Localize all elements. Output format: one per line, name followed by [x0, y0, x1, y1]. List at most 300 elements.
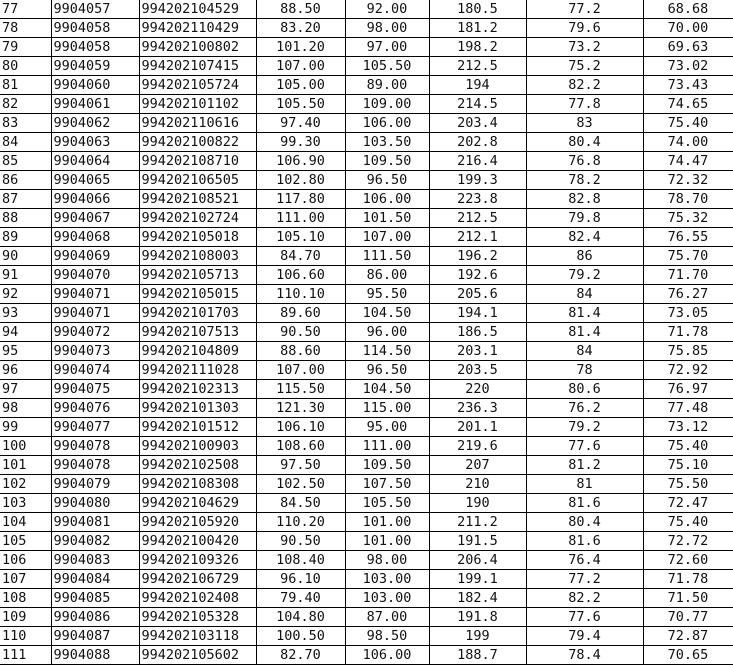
written-score-1-cell: 96.10: [256, 570, 345, 589]
position-code-cell: 9904070: [51, 266, 139, 285]
final-score-cell: 75.85: [643, 342, 733, 361]
final-score-cell: 71.78: [643, 570, 733, 589]
row-index-cell: 108: [0, 589, 51, 608]
interview-score-cell: 82.4: [526, 228, 643, 247]
table-row: [0, 570, 733, 589]
table-row: [0, 589, 733, 608]
position-code-cell: 9904068: [51, 228, 139, 247]
written-score-1-cell: 82.70: [256, 646, 345, 665]
written-score-2-cell: 111.00: [345, 437, 429, 456]
row-index-cell: 95: [0, 342, 51, 361]
written-total-cell: 212.1: [429, 228, 526, 247]
written-score-1-cell: 97.50: [256, 456, 345, 475]
written-score-1-cell: 84.50: [256, 494, 345, 513]
final-score-cell: 74.47: [643, 152, 733, 171]
row-index-cell: 92: [0, 285, 51, 304]
interview-score-cell: 80.4: [526, 513, 643, 532]
row-index-cell: 100: [0, 437, 51, 456]
row-index-cell: 102: [0, 475, 51, 494]
position-code-cell: 9904071: [51, 285, 139, 304]
final-score-cell: 73.02: [643, 57, 733, 76]
exam-number-cell: 994202101303: [139, 399, 256, 418]
exam-number-cell: 994202105328: [139, 608, 256, 627]
final-score-cell: 75.40: [643, 513, 733, 532]
table-row: [0, 361, 733, 380]
written-total-cell: 186.5: [429, 323, 526, 342]
position-code-cell: 9904083: [51, 551, 139, 570]
exam-number-cell: 994202107415: [139, 57, 256, 76]
written-score-2-cell: 86.00: [345, 266, 429, 285]
written-score-2-cell: 115.00: [345, 399, 429, 418]
interview-score-cell: 80.4: [526, 133, 643, 152]
position-code-cell: 9904064: [51, 152, 139, 171]
table-row: [0, 0, 733, 19]
table-row: [0, 152, 733, 171]
exam-number-cell: 994202104629: [139, 494, 256, 513]
position-code-cell: 9904072: [51, 323, 139, 342]
written-score-2-cell: 104.50: [345, 304, 429, 323]
written-total-cell: 182.4: [429, 589, 526, 608]
exam-number-cell: 994202103118: [139, 627, 256, 646]
written-score-1-cell: 110.20: [256, 513, 345, 532]
interview-score-cell: 78.2: [526, 171, 643, 190]
final-score-cell: 74.65: [643, 95, 733, 114]
written-total-cell: 191.5: [429, 532, 526, 551]
table-row: [0, 266, 733, 285]
table-row: [0, 342, 733, 361]
interview-score-cell: 76.4: [526, 551, 643, 570]
exam-number-cell: 994202105015: [139, 285, 256, 304]
interview-score-cell: 75.2: [526, 57, 643, 76]
final-score-cell: 73.43: [643, 76, 733, 95]
final-score-cell: 74.00: [643, 133, 733, 152]
exam-number-cell: 994202100903: [139, 437, 256, 456]
interview-score-cell: 82.2: [526, 76, 643, 95]
written-total-cell: 198.2: [429, 38, 526, 57]
written-score-1-cell: 110.10: [256, 285, 345, 304]
exam-number-cell: 994202108710: [139, 152, 256, 171]
final-score-cell: 70.00: [643, 19, 733, 38]
exam-number-cell: 994202102724: [139, 209, 256, 228]
written-score-2-cell: 109.50: [345, 152, 429, 171]
exam-number-cell: 994202108003: [139, 247, 256, 266]
table-row: [0, 513, 733, 532]
written-total-cell: 194.1: [429, 304, 526, 323]
row-index-cell: 99: [0, 418, 51, 437]
interview-score-cell: 86: [526, 247, 643, 266]
written-score-1-cell: 97.40: [256, 114, 345, 133]
final-score-cell: 71.50: [643, 589, 733, 608]
position-code-cell: 9904071: [51, 304, 139, 323]
position-code-cell: 9904067: [51, 209, 139, 228]
final-score-cell: 68.68: [643, 0, 733, 19]
written-score-1-cell: 99.30: [256, 133, 345, 152]
written-total-cell: 192.6: [429, 266, 526, 285]
written-score-1-cell: 107.00: [256, 361, 345, 380]
row-index-cell: 110: [0, 627, 51, 646]
row-index-cell: 109: [0, 608, 51, 627]
written-score-2-cell: 103.00: [345, 589, 429, 608]
row-index-cell: 83: [0, 114, 51, 133]
written-score-1-cell: 106.90: [256, 152, 345, 171]
written-score-1-cell: 107.00: [256, 57, 345, 76]
interview-score-cell: 83: [526, 114, 643, 133]
exam-number-cell: 994202108521: [139, 190, 256, 209]
position-code-cell: 9904061: [51, 95, 139, 114]
exam-number-cell: 994202106729: [139, 570, 256, 589]
position-code-cell: 9904065: [51, 171, 139, 190]
written-score-2-cell: 106.00: [345, 114, 429, 133]
position-code-cell: 9904069: [51, 247, 139, 266]
written-score-2-cell: 105.50: [345, 57, 429, 76]
final-score-cell: 73.05: [643, 304, 733, 323]
row-index-cell: 82: [0, 95, 51, 114]
position-code-cell: 9904085: [51, 589, 139, 608]
table-row: [0, 38, 733, 57]
written-score-2-cell: 107.50: [345, 475, 429, 494]
exam-number-cell: 994202105724: [139, 76, 256, 95]
interview-score-cell: 79.6: [526, 19, 643, 38]
written-score-1-cell: 105.10: [256, 228, 345, 247]
position-code-cell: 9904078: [51, 456, 139, 475]
written-score-1-cell: 121.30: [256, 399, 345, 418]
position-code-cell: 9904088: [51, 646, 139, 665]
final-score-cell: 70.77: [643, 608, 733, 627]
table-row: [0, 399, 733, 418]
written-score-1-cell: 83.20: [256, 19, 345, 38]
final-score-cell: 71.70: [643, 266, 733, 285]
written-total-cell: 199.3: [429, 171, 526, 190]
final-score-cell: 72.32: [643, 171, 733, 190]
table-row: [0, 95, 733, 114]
written-score-2-cell: 107.00: [345, 228, 429, 247]
written-score-2-cell: 98.00: [345, 551, 429, 570]
interview-score-cell: 77.8: [526, 95, 643, 114]
table-row: [0, 76, 733, 95]
position-code-cell: 9904081: [51, 513, 139, 532]
position-code-cell: 9904080: [51, 494, 139, 513]
exam-number-cell: 994202100420: [139, 532, 256, 551]
final-score-cell: 77.48: [643, 399, 733, 418]
interview-score-cell: 78: [526, 361, 643, 380]
written-score-1-cell: 117.80: [256, 190, 345, 209]
written-score-2-cell: 109.00: [345, 95, 429, 114]
written-score-1-cell: 108.60: [256, 437, 345, 456]
position-code-cell: 9904074: [51, 361, 139, 380]
row-index-cell: 88: [0, 209, 51, 228]
exam-number-cell: 994202101703: [139, 304, 256, 323]
exam-number-cell: 994202102508: [139, 456, 256, 475]
final-score-cell: 72.60: [643, 551, 733, 570]
exam-number-cell: 994202101512: [139, 418, 256, 437]
written-total-cell: 194: [429, 76, 526, 95]
table-row: [0, 171, 733, 190]
written-score-2-cell: 95.00: [345, 418, 429, 437]
exam-number-cell: 994202106505: [139, 171, 256, 190]
written-total-cell: 212.5: [429, 209, 526, 228]
row-index-cell: 106: [0, 551, 51, 570]
interview-score-cell: 79.4: [526, 627, 643, 646]
exam-number-cell: 994202110429: [139, 19, 256, 38]
row-index-cell: 91: [0, 266, 51, 285]
written-score-1-cell: 100.50: [256, 627, 345, 646]
table-row: [0, 494, 733, 513]
written-total-cell: 206.4: [429, 551, 526, 570]
position-code-cell: 9904073: [51, 342, 139, 361]
written-score-2-cell: 97.00: [345, 38, 429, 57]
written-score-2-cell: 98.50: [345, 627, 429, 646]
written-score-1-cell: 111.00: [256, 209, 345, 228]
exam-number-cell: 994202104809: [139, 342, 256, 361]
interview-score-cell: 84: [526, 285, 643, 304]
row-index-cell: 77: [0, 0, 51, 19]
position-code-cell: 9904058: [51, 19, 139, 38]
written-total-cell: 211.2: [429, 513, 526, 532]
interview-score-cell: 78.4: [526, 646, 643, 665]
written-score-1-cell: 102.50: [256, 475, 345, 494]
position-code-cell: 9904060: [51, 76, 139, 95]
interview-score-cell: 81.4: [526, 304, 643, 323]
position-code-cell: 9904079: [51, 475, 139, 494]
exam-number-cell: 994202105018: [139, 228, 256, 247]
written-total-cell: 202.8: [429, 133, 526, 152]
row-index-cell: 97: [0, 380, 51, 399]
interview-score-cell: 79.2: [526, 418, 643, 437]
exam-number-cell: 994202107513: [139, 323, 256, 342]
exam-number-cell: 994202108308: [139, 475, 256, 494]
final-score-cell: 75.10: [643, 456, 733, 475]
exam-number-cell: 994202102313: [139, 380, 256, 399]
position-code-cell: 9904063: [51, 133, 139, 152]
written-score-2-cell: 101.50: [345, 209, 429, 228]
table-row: [0, 627, 733, 646]
written-total-cell: 191.8: [429, 608, 526, 627]
written-total-cell: 214.5: [429, 95, 526, 114]
table-row: [0, 532, 733, 551]
written-total-cell: 203.4: [429, 114, 526, 133]
position-code-cell: 9904075: [51, 380, 139, 399]
written-score-2-cell: 103.50: [345, 133, 429, 152]
final-score-cell: 73.12: [643, 418, 733, 437]
written-score-2-cell: 89.00: [345, 76, 429, 95]
final-score-cell: 76.55: [643, 228, 733, 247]
position-code-cell: 9904086: [51, 608, 139, 627]
table-row: [0, 228, 733, 247]
final-score-cell: 76.27: [643, 285, 733, 304]
table-row: [0, 475, 733, 494]
written-total-cell: 216.4: [429, 152, 526, 171]
written-score-1-cell: 105.00: [256, 76, 345, 95]
position-code-cell: 9904062: [51, 114, 139, 133]
written-score-1-cell: 104.80: [256, 608, 345, 627]
row-index-cell: 103: [0, 494, 51, 513]
row-index-cell: 86: [0, 171, 51, 190]
interview-score-cell: 82.2: [526, 589, 643, 608]
final-score-cell: 78.70: [643, 190, 733, 209]
written-total-cell: 196.2: [429, 247, 526, 266]
table-row: [0, 285, 733, 304]
written-total-cell: 220: [429, 380, 526, 399]
table-row: [0, 437, 733, 456]
row-index-cell: 98: [0, 399, 51, 418]
written-total-cell: 236.3: [429, 399, 526, 418]
table-row: [0, 380, 733, 399]
exam-number-cell: 994202101102: [139, 95, 256, 114]
written-total-cell: 210: [429, 475, 526, 494]
written-total-cell: 219.6: [429, 437, 526, 456]
interview-score-cell: 76.8: [526, 152, 643, 171]
written-total-cell: 199.1: [429, 570, 526, 589]
row-index-cell: 93: [0, 304, 51, 323]
interview-score-cell: 81.4: [526, 323, 643, 342]
written-score-2-cell: 95.50: [345, 285, 429, 304]
position-code-cell: 9904084: [51, 570, 139, 589]
written-score-1-cell: 88.50: [256, 0, 345, 19]
interview-score-cell: 76.2: [526, 399, 643, 418]
table-row: [0, 114, 733, 133]
written-score-1-cell: 102.80: [256, 171, 345, 190]
written-total-cell: 205.6: [429, 285, 526, 304]
table-row: [0, 323, 733, 342]
final-score-cell: 75.40: [643, 114, 733, 133]
written-score-2-cell: 92.00: [345, 0, 429, 19]
interview-score-cell: 81.6: [526, 494, 643, 513]
final-score-cell: 76.97: [643, 380, 733, 399]
written-total-cell: 199: [429, 627, 526, 646]
interview-score-cell: 77.2: [526, 0, 643, 19]
row-index-cell: 90: [0, 247, 51, 266]
exam-number-cell: 994202105920: [139, 513, 256, 532]
written-score-1-cell: 88.60: [256, 342, 345, 361]
row-index-cell: 96: [0, 361, 51, 380]
row-index-cell: 89: [0, 228, 51, 247]
final-score-cell: 70.65: [643, 646, 733, 665]
interview-score-cell: 81: [526, 475, 643, 494]
final-score-cell: 75.32: [643, 209, 733, 228]
table-row: [0, 456, 733, 475]
exam-number-cell: 994202100822: [139, 133, 256, 152]
interview-score-cell: 77.2: [526, 570, 643, 589]
position-code-cell: 9904076: [51, 399, 139, 418]
written-score-2-cell: 111.50: [345, 247, 429, 266]
interview-score-cell: 82.8: [526, 190, 643, 209]
interview-score-cell: 79.2: [526, 266, 643, 285]
interview-score-cell: 81.2: [526, 456, 643, 475]
written-score-2-cell: 105.50: [345, 494, 429, 513]
written-score-1-cell: 115.50: [256, 380, 345, 399]
written-score-1-cell: 106.10: [256, 418, 345, 437]
row-index-cell: 85: [0, 152, 51, 171]
interview-score-cell: 73.2: [526, 38, 643, 57]
position-code-cell: 9904077: [51, 418, 139, 437]
interview-score-cell: 80.6: [526, 380, 643, 399]
written-score-2-cell: 104.50: [345, 380, 429, 399]
final-score-cell: 72.92: [643, 361, 733, 380]
row-index-cell: 94: [0, 323, 51, 342]
written-total-cell: 201.1: [429, 418, 526, 437]
table-row: [0, 190, 733, 209]
written-score-1-cell: 101.20: [256, 38, 345, 57]
written-total-cell: 203.1: [429, 342, 526, 361]
row-index-cell: 111: [0, 646, 51, 665]
written-score-1-cell: 89.60: [256, 304, 345, 323]
exam-number-cell: 994202110616: [139, 114, 256, 133]
written-total-cell: 188.7: [429, 646, 526, 665]
position-code-cell: 9904057: [51, 0, 139, 19]
exam-number-cell: 994202111028: [139, 361, 256, 380]
final-score-cell: 69.63: [643, 38, 733, 57]
written-total-cell: 207: [429, 456, 526, 475]
written-total-cell: 190: [429, 494, 526, 513]
written-score-2-cell: 101.00: [345, 532, 429, 551]
interview-score-cell: 81.6: [526, 532, 643, 551]
position-code-cell: 9904082: [51, 532, 139, 551]
position-code-cell: 9904066: [51, 190, 139, 209]
row-index-cell: 105: [0, 532, 51, 551]
exam-number-cell: 994202105713: [139, 266, 256, 285]
exam-number-cell: 994202102408: [139, 589, 256, 608]
exam-number-cell: 994202105602: [139, 646, 256, 665]
written-score-1-cell: 108.40: [256, 551, 345, 570]
row-index-cell: 79: [0, 38, 51, 57]
final-score-cell: 72.87: [643, 627, 733, 646]
written-score-1-cell: 106.60: [256, 266, 345, 285]
exam-number-cell: 994202109326: [139, 551, 256, 570]
written-score-1-cell: 90.50: [256, 323, 345, 342]
row-index-cell: 81: [0, 76, 51, 95]
row-index-cell: 104: [0, 513, 51, 532]
written-score-2-cell: 96.00: [345, 323, 429, 342]
row-index-cell: 78: [0, 19, 51, 38]
written-total-cell: 223.8: [429, 190, 526, 209]
table-row: [0, 304, 733, 323]
final-score-cell: 71.78: [643, 323, 733, 342]
final-score-cell: 75.40: [643, 437, 733, 456]
final-score-cell: 72.72: [643, 532, 733, 551]
written-total-cell: 212.5: [429, 57, 526, 76]
final-score-cell: 75.50: [643, 475, 733, 494]
table-row: [0, 247, 733, 266]
written-score-2-cell: 96.50: [345, 171, 429, 190]
table-row: [0, 209, 733, 228]
position-code-cell: 9904059: [51, 57, 139, 76]
row-index-cell: 87: [0, 190, 51, 209]
interview-score-cell: 77.6: [526, 437, 643, 456]
position-code-cell: 9904078: [51, 437, 139, 456]
written-score-1-cell: 79.40: [256, 589, 345, 608]
table-row: [0, 646, 733, 665]
written-total-cell: 180.5: [429, 0, 526, 19]
row-index-cell: 107: [0, 570, 51, 589]
written-score-1-cell: 84.70: [256, 247, 345, 266]
table-row: [0, 133, 733, 152]
written-score-1-cell: 90.50: [256, 532, 345, 551]
table-row: [0, 608, 733, 627]
table-row: [0, 418, 733, 437]
table-row: [0, 19, 733, 38]
exam-number-cell: 994202100802: [139, 38, 256, 57]
interview-score-cell: 84: [526, 342, 643, 361]
written-total-cell: 203.5: [429, 361, 526, 380]
written-score-2-cell: 106.00: [345, 646, 429, 665]
table-row: [0, 551, 733, 570]
interview-score-cell: 77.6: [526, 608, 643, 627]
row-index-cell: 84: [0, 133, 51, 152]
written-score-2-cell: 114.50: [345, 342, 429, 361]
interview-score-cell: 79.8: [526, 209, 643, 228]
written-score-2-cell: 96.50: [345, 361, 429, 380]
position-code-cell: 9904058: [51, 38, 139, 57]
